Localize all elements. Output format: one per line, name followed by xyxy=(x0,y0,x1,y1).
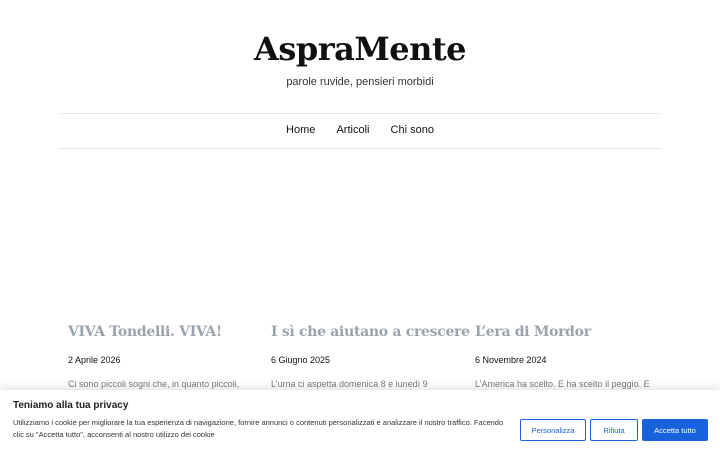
post-date: 6 Giugno 2025 xyxy=(271,355,331,365)
nav-divider-top xyxy=(60,113,660,114)
post-excerpt: Ci sono piccoli sogni che, in quanto piccoli, xyxy=(68,379,240,389)
nav-divider-bottom xyxy=(60,148,660,149)
main-nav xyxy=(0,124,720,136)
post-excerpt: L’America ha scelto. E ha scelto il peggio. E xyxy=(475,379,650,389)
cookie-text: Utilizziamo i cookie per migliorare la tua esperienza di navigazione, fornire annunci o contenuti personalizzati e analizzare il nostro traffico. Facendo clic su "Accetta tutto", acconsenti al nostro utilizzo dei cookie xyxy=(13,418,504,439)
reject-button[interactable]: Rifiuta xyxy=(590,419,638,441)
post-title[interactable]: L’era di Mordor xyxy=(475,324,591,340)
site-tagline: parole ruvide, pensieri morbidi xyxy=(286,76,434,88)
cookie-title: Teniamo alla tua privacy xyxy=(13,400,129,411)
post-title[interactable]: VIVA Tondelli. VIVA! xyxy=(68,324,222,340)
cookie-banner xyxy=(0,390,720,450)
nav-item-home[interactable]: Home xyxy=(286,124,316,136)
customize-button[interactable]: Personalizza xyxy=(520,419,586,441)
site-title[interactable]: AspraMente xyxy=(254,30,466,68)
accept-all-button[interactable]: Accetta tutto xyxy=(642,419,708,441)
post-date: 2 Aprile 2026 xyxy=(68,355,121,365)
nav-item-articoli[interactable]: Articoli xyxy=(336,124,370,136)
nav-item-chi-sono[interactable]: Chi sono xyxy=(390,124,434,136)
post-excerpt: L’urna ci aspetta domenica 8 e lunedì 9 xyxy=(271,379,428,389)
post-title[interactable]: I sì che aiutano a crescere xyxy=(271,324,470,340)
post-date: 6 Novembre 2024 xyxy=(475,355,547,365)
